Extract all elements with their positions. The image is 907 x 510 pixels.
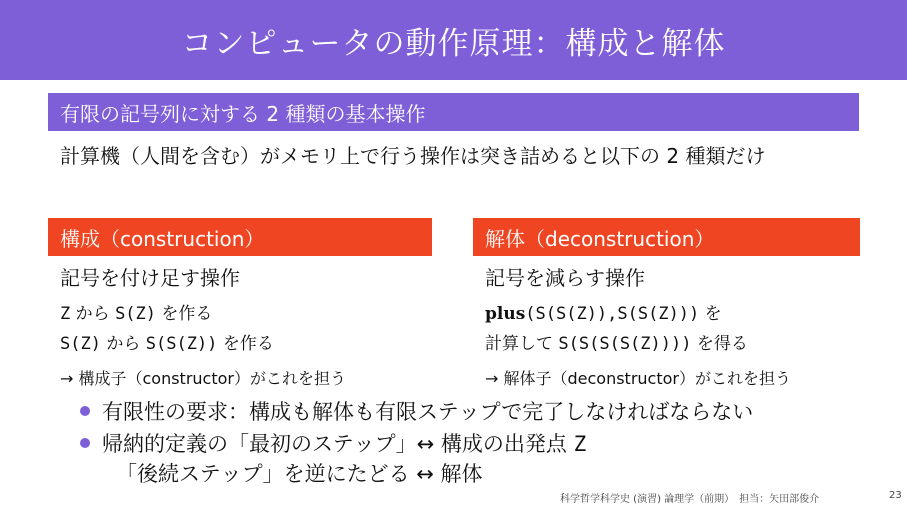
bullet-inductive-definition [102, 428, 586, 458]
slide-title: コンピュータの動作原理：構成と解体 [0, 0, 907, 80]
construction-example-1 [60, 299, 212, 324]
construction-subtitle: 記号を付け足す操作 [60, 266, 240, 290]
construction-example-2 [60, 329, 274, 354]
bullet-finiteness: 有限性の要求：構成も解体も有限ステップで完了しなければならない [102, 400, 754, 424]
deconstruction-example-1 [485, 299, 722, 324]
plus-arguments: (S(S(Z)),S(S(Z))) [525, 304, 700, 324]
page-number: 23 [889, 490, 902, 501]
text-from: から [70, 304, 116, 324]
term-sz: S(Z) [115, 304, 157, 324]
constructor-text: 構成子（constructor）がこれを担う [73, 369, 346, 388]
term-z: Z [60, 304, 71, 324]
right-arrow-icon: → [485, 369, 499, 388]
definition-body: 計算機（人間を含む）がメモリ上で行う操作は突き詰めると以下の 2 種類だけ [60, 144, 766, 168]
deconstructor-text: 解体子（deconstructor）がこれを担う [498, 369, 791, 388]
deconstruction-subtitle: 記号を減らす操作 [485, 266, 645, 290]
deconstruction-text: 解体 [433, 462, 483, 486]
deconstruction-role [485, 366, 791, 389]
term-ssz: S(S(Z)) [145, 334, 218, 354]
definition-block-heading: 有限の記号列に対する 2 種類の基本操作 [48, 93, 859, 131]
plus-function: plus [485, 304, 526, 324]
term-ssssz: S(S(S(S(Z)))) [558, 334, 692, 354]
text-obtain: を得る [691, 334, 748, 354]
text-from: から [100, 334, 146, 354]
deconstruction-example-2 [485, 329, 748, 354]
construction-block-heading: 構成（construction） [48, 218, 432, 256]
right-arrow-icon: → [60, 369, 74, 388]
first-step-text: 帰納的定義の「最初のステップ」 [102, 432, 417, 456]
footer-course-info: 科学哲学科学史 (演習) 論理学（前期） 担当：矢田部俊介 [560, 494, 820, 505]
bullet-icon [80, 406, 90, 416]
construction-start-text: 構成の出発点 [434, 432, 574, 456]
successor-step-text: 「後続ステップ」を逆にたどる [116, 462, 417, 486]
text-make: を作る [156, 304, 213, 324]
bullet-icon [80, 438, 90, 448]
text-make: を作る [217, 334, 274, 354]
text-compute: 計算して [485, 334, 559, 354]
term-z: Z [573, 432, 587, 456]
left-right-arrow-icon: ↔ [416, 432, 435, 456]
left-right-arrow-icon: ↔ [416, 462, 434, 486]
bullet-inductive-definition-continued [116, 458, 483, 488]
construction-role [60, 366, 346, 389]
text-wo: を [699, 304, 722, 324]
term-sz: S(Z) [60, 334, 101, 354]
deconstruction-block-heading: 解体（deconstruction） [473, 218, 860, 256]
